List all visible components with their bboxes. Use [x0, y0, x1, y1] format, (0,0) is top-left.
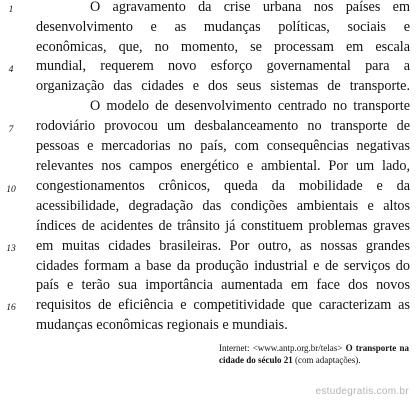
paragraph-line: país e terão sua importância aumentada em face dos novos [36, 277, 410, 293]
paragraph-line: cidades formam a base da produção industrial e de serviços do [36, 258, 410, 274]
paragraph-line: O modelo de desenvolvimento centrado no transporte [90, 98, 410, 114]
line-number: 10 [6, 185, 16, 195]
source-citation [219, 342, 409, 366]
paragraph-line: pessoas e mercadorias no país, com consequências negativas [36, 138, 410, 154]
paragraph-line: desenvolvimento e as mudanças políticas, sociais e [36, 19, 410, 35]
paragraph-line: acessibilidade, degradação das condições ambientais e altos [36, 198, 410, 214]
line-number: 1 [8, 5, 14, 15]
paragraph-line: relevantes nos campos energético e ambiental. Por um lado, [36, 158, 410, 174]
source-title: O transporte na cidade do século 21 [219, 343, 409, 365]
paragraph-line: organização das cidades e dos seus sistemas de transporte. [36, 78, 410, 94]
watermark-text: estudegratis.com.br [315, 386, 409, 397]
line-number: 4 [8, 65, 14, 75]
paragraph-line: econômicas, que, no momento, se processam em escala [36, 39, 410, 55]
paragraph-line: O agravamento da crise urbana nos países em [90, 0, 410, 15]
line-number: 16 [6, 303, 16, 313]
paragraph-line: índices de acidentes de trânsito já constituem problemas graves [36, 218, 410, 234]
paragraph-line: rodoviário provocou um desbalanceamento no transporte de [36, 118, 410, 134]
paragraph-line: congestionamentos crônicos, queda da mobilidade e da [36, 178, 410, 194]
source-prefix: Internet: <www.antp.org.br/telas> [219, 343, 343, 353]
line-number: 7 [8, 125, 14, 135]
paragraph-line: mudanças econômicas regionais e mundiais. [36, 317, 288, 333]
paragraph-line: mundial, requerem novo esforço governamental para a [36, 58, 410, 74]
line-number: 13 [6, 244, 16, 254]
source-suffix: (com adaptações). [295, 355, 361, 365]
paragraph-line: em muitas cidades brasileiras. Por outro, as nossas grandes [36, 238, 410, 254]
paragraph-line: requisitos de eficiência e competitividade que caracterizam as [36, 297, 410, 313]
